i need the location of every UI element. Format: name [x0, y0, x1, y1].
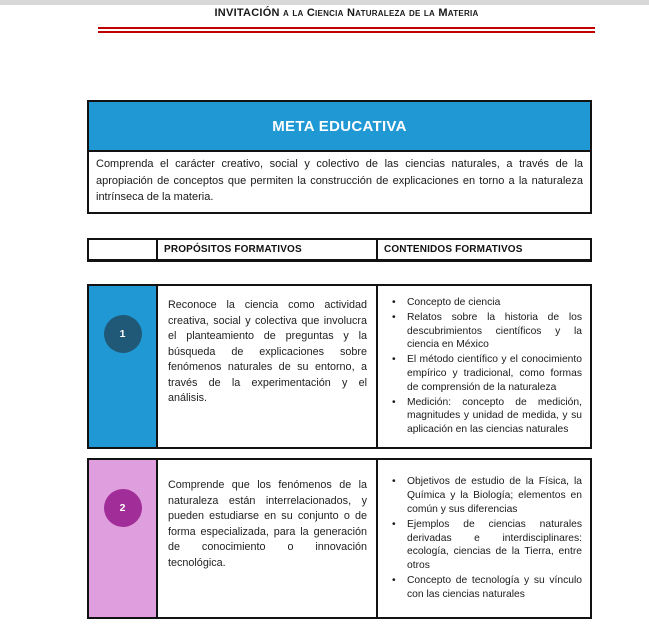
- bullet-item: • El método científico y el conocimiento empírico y tradicional, como formas de comprensión de la naturaleza: [392, 353, 582, 394]
- bullet-item: • Ejemplos de ciencias naturales derivadas e interdisciplinares: ecología, ciencias de la Tierra, entre otros: [392, 518, 582, 573]
- table-header-row: [87, 238, 592, 262]
- table-row: [87, 458, 592, 619]
- table-row: [87, 284, 592, 449]
- row-number-cell: [89, 460, 158, 617]
- title-rule-bottom: [98, 31, 595, 33]
- contenidos-list: [384, 474, 582, 602]
- header-cell-number: [89, 240, 158, 259]
- proposito-text: Reconoce la ciencia como actividad creativa, social y colectiva que involucra el planteamiento de preguntas y la búsqueda de explicaciones sobre fenómenos naturales de su entorno, a través de la experimentación y el análisis.: [168, 299, 367, 404]
- bullet-item: • Concepto de tecnología y su vínculo con las ciencias naturales: [392, 574, 582, 602]
- document-title: INVITACIÓN a la Ciencia Naturaleza de la Materia: [214, 7, 479, 19]
- header-cell-contenidos: CONTENIDOS FORMATIVOS: [384, 244, 523, 255]
- bullet-item: • Concepto de ciencia: [392, 296, 582, 310]
- meta-educativa-heading: META EDUCATIVA: [89, 102, 590, 152]
- header-cell-propositos: PROPÓSITOS FORMATIVOS: [158, 240, 378, 259]
- row-number-cell: [89, 286, 158, 447]
- row-number-badge: 1: [104, 315, 142, 353]
- proposito-cell: [158, 460, 378, 617]
- contenidos-cell: [378, 286, 590, 447]
- contenidos-cell: [378, 460, 590, 617]
- contenidos-list: [384, 295, 582, 438]
- meta-educativa-description: Comprenda el carácter creativo, social y colectivo de las ciencias naturales, a través de la apropiación de conceptos que permiten la construcción de explicaciones en torno a la naturaleza intrínseca de la materia.: [96, 158, 583, 203]
- proposito-text: Comprende que los fenómenos de la naturaleza están interrelacionados, y pueden estudiarse en su conjunto o de forma especializada, para la generación de conocimiento o innovación tecnológica.: [168, 479, 367, 569]
- bullet-item: • Medición: concepto de medición, magnitudes y unidad de medida, y su aplicación en las ciencias naturales: [392, 396, 582, 437]
- row-number-badge: 2: [104, 489, 142, 527]
- bullet-item: • Objetivos de estudio de la Física, la Química y la Biología; elementos en común y sus diferencias: [392, 475, 582, 516]
- proposito-cell: [158, 286, 378, 447]
- page-top-edge: [0, 0, 649, 5]
- bullet-item: • Relatos sobre la historia de los descubrimientos científicos y la ciencia en México: [392, 311, 582, 352]
- meta-educativa-box: [87, 100, 592, 214]
- title-rule-top: [98, 27, 595, 29]
